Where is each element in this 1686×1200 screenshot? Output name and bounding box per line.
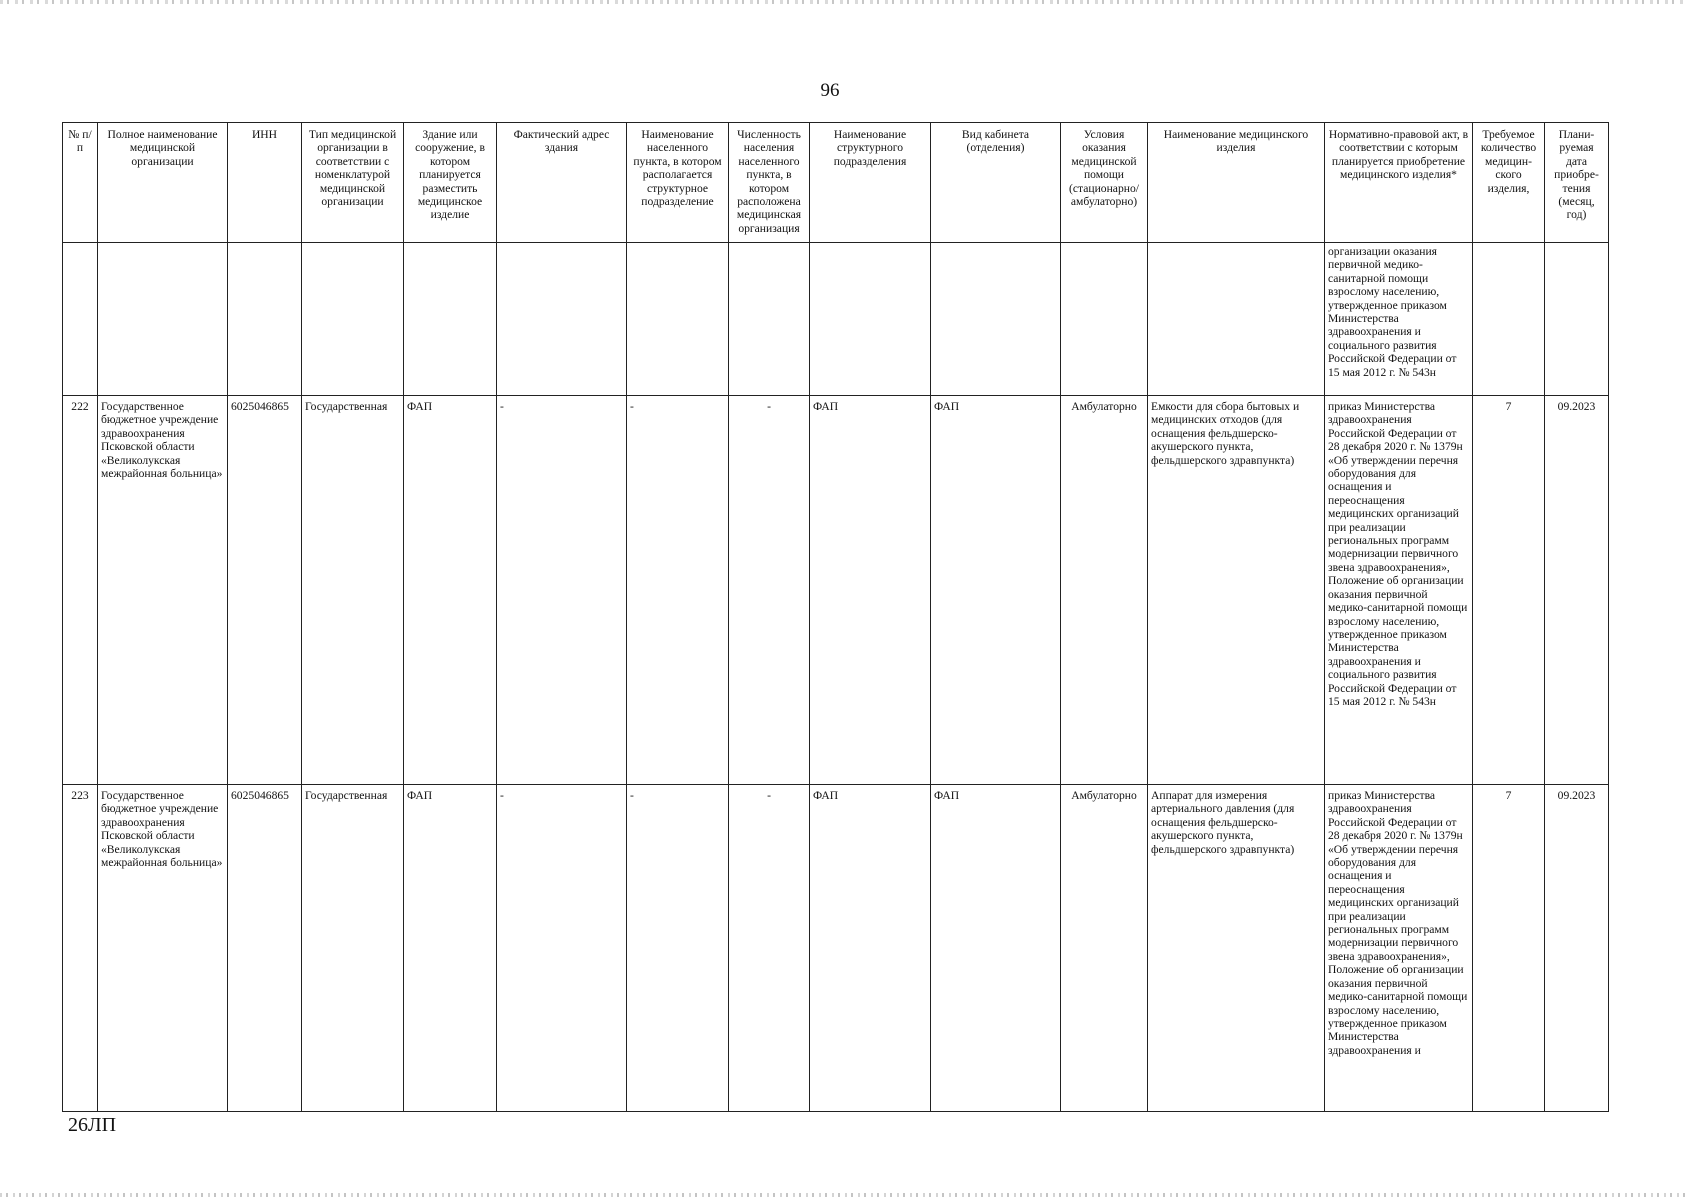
cell-org-type: Государственная [302, 785, 404, 1112]
cell-normative-act: приказ Министерства здравоохранения Российской Федерации от 28 декабря 2020 г. № 1379н «Об утверждении перечня оборудования для оснащения и переоснащения медицинских организаций при реализации региональных программ модернизации первичного звена здравоохранения», Положение об организации оказания первичной медико-санитарной помощи взрослому населению, утвержденное приказом Министерства здравоохранения и социального развития Российской Федерации от 15 мая 2012 г. № 543н [1325, 396, 1473, 785]
cell-device-name: Емкости для сбора бытовых и медицинских отходов (для оснащения фельдшерско-акушерского пункта, фельдшерского здравпункта) [1148, 396, 1325, 785]
header-date: Плани-руемая дата приобре-тения (месяц, год) [1545, 123, 1609, 243]
header-normative-act: Нормативно-правовой акт, в соответствии с которым планируется приобретение медицинского изделия* [1325, 123, 1473, 243]
cell-subdivision: ФАП [810, 396, 931, 785]
scan-edge-bottom [0, 1193, 1686, 1197]
cell-building: ФАП [404, 396, 497, 785]
header-subdivision: Наименование структурного подразделения [810, 123, 931, 243]
page-number: 96 [820, 80, 840, 101]
cell-building: ФАП [404, 785, 497, 1112]
cell-date: 09.2023 [1545, 396, 1609, 785]
cell-conditions: Амбулаторно [1061, 396, 1148, 785]
header-population: Численность населения населенного пункта, в котором расположена медицинская организация [729, 123, 810, 243]
header-org-type: Тип медицинской организации в соответствии с номенклатурой медицинской организации [302, 123, 404, 243]
cell-normative-act: организации оказания первичной медико-санитарной помощи взрослому населению, утвержденное приказом Министерства здравоохранения и социального развития Российской Федерации от 15 мая 2012 г. № 543н [1325, 243, 1473, 396]
table-row-continuation [63, 243, 1609, 396]
medical-equipment-table [62, 122, 1609, 1112]
cell-inn: 6025046865 [228, 785, 302, 1112]
header-org-name: Полное наименование медицинской организации [98, 123, 228, 243]
cell-num: 223 [63, 785, 98, 1112]
table-row [63, 785, 1609, 1112]
header-quantity: Требуемое количество медицин-ского изделия, [1473, 123, 1545, 243]
footer-code: 26ЛП [68, 1114, 117, 1136]
header-settlement: Наименование населенного пункта, в котором располагается структурное подразделение [627, 123, 729, 243]
cell-address: - [497, 396, 627, 785]
cell-date: 09.2023 [1545, 785, 1609, 1112]
cell-conditions: Амбулаторно [1061, 785, 1148, 1112]
cell-settlement: - [627, 396, 729, 785]
cell-quantity: 7 [1473, 396, 1545, 785]
cell-org-name: Государственное бюджетное учреждение здравоохранения Псковской области «Великолукская межрайонная больница» [98, 785, 228, 1112]
cell-cabinet-type: ФАП [931, 785, 1061, 1112]
cell-inn: 6025046865 [228, 396, 302, 785]
header-conditions: Условия оказания медицинской помощи (стационарно/ амбулаторно) [1061, 123, 1148, 243]
cell-num: 222 [63, 396, 98, 785]
cell-cabinet-type: ФАП [931, 396, 1061, 785]
header-cabinet-type: Вид кабинета (отделения) [931, 123, 1061, 243]
cell-org-name: Государственное бюджетное учреждение здравоохранения Псковской области «Великолукская межрайонная больница» [98, 396, 228, 785]
cell-population: - [729, 396, 810, 785]
header-building: Здание или сооружение, в котором планируется разместить медицинское изделие [404, 123, 497, 243]
cell-normative-act: приказ Министерства здравоохранения Российской Федерации от 28 декабря 2020 г. № 1379н «Об утверждении перечня оборудования для оснащения и переоснащения медицинских организаций при реализации региональных программ модернизации первичного звена здравоохранения», Положение об организации оказания первичной медико-санитарной помощи взрослому населению, утвержденное приказом Министерства здравоохранения и [1325, 785, 1473, 1112]
cell-quantity: 7 [1473, 785, 1545, 1112]
cell-org-type: Государственная [302, 396, 404, 785]
table-header-row [63, 123, 1609, 243]
header-num: № п/п [63, 123, 98, 243]
scan-edge-top [0, 0, 1686, 4]
cell-subdivision: ФАП [810, 785, 931, 1112]
header-device-name: Наименование медицинского изделия [1148, 123, 1325, 243]
header-address: Фактический адрес здания [497, 123, 627, 243]
table-row [63, 396, 1609, 785]
cell-settlement: - [627, 785, 729, 1112]
cell-population: - [729, 785, 810, 1112]
cell-address: - [497, 785, 627, 1112]
cell-device-name: Аппарат для измерения артериального давления (для оснащения фельдшерско-акушерского пункта, фельдшерского здравпункта) [1148, 785, 1325, 1112]
header-inn: ИНН [228, 123, 302, 243]
